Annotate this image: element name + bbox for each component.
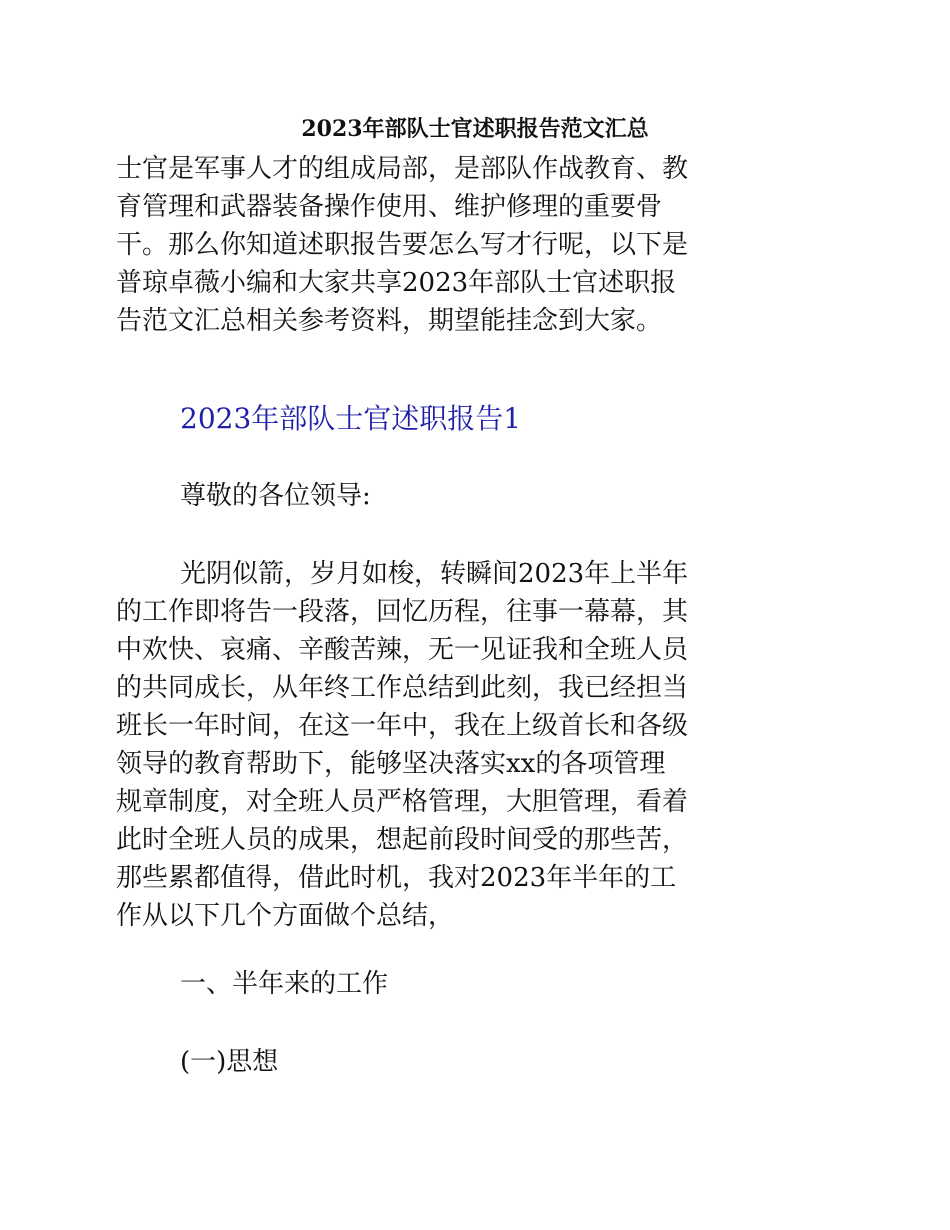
- body-paragraph: [116, 555, 836, 935]
- body-line: 作从以下几个方面做个总结，: [116, 901, 455, 931]
- body-line: 光阴似箭，岁月如梭，转瞬间2023年上半年: [180, 559, 689, 589]
- subheading-thought: (一)思想: [180, 1047, 279, 1077]
- body-line: 那些累都值得，借此时机，我对2023年半年的工: [116, 863, 677, 893]
- intro-line: 干。那么你知道述职报告要怎么写才行呢，以下是: [116, 230, 689, 260]
- salutation: 尊敬的各位领导:: [180, 481, 371, 511]
- intro-line: 育管理和武器装备操作使用、维护修理的重要骨: [116, 192, 663, 222]
- body-line: 的工作即将告一段落，回忆历程，往事一幕幕，其: [116, 597, 689, 627]
- intro-line: 士官是军事人才的组成局部，是部队作战教育、教: [116, 154, 689, 184]
- body-line: 的共同成长，从年终工作总结到此刻，我已经担当: [116, 673, 689, 703]
- intro-line: 普琼卓薇小编和大家共享2023年部队士官述职报: [116, 268, 677, 298]
- body-line: 领导的教育帮助下，能够坚决落实xx的各项管理: [116, 749, 666, 779]
- document-title: 2023年部队士官述职报告范文汇总: [301, 116, 649, 142]
- section-heading: 2023年部队士官述职报告1: [180, 402, 522, 435]
- body-line: 规章制度，对全班人员严格管理，大胆管理，看着: [116, 787, 689, 817]
- intro-line: 告范文汇总相关参考资料，期望能挂念到大家。: [116, 306, 663, 336]
- body-line: 班长一年时间，在这一年中，我在上级首长和各级: [116, 711, 689, 741]
- subheading-work: 一、半年来的工作: [180, 969, 389, 999]
- body-line: 此时全班人员的成果，想起前段时间受的那些苦，: [116, 825, 689, 855]
- body-line: 中欢快、哀痛、辛酸苦辣，无一见证我和全班人员: [116, 635, 689, 665]
- intro-paragraph: [116, 150, 836, 340]
